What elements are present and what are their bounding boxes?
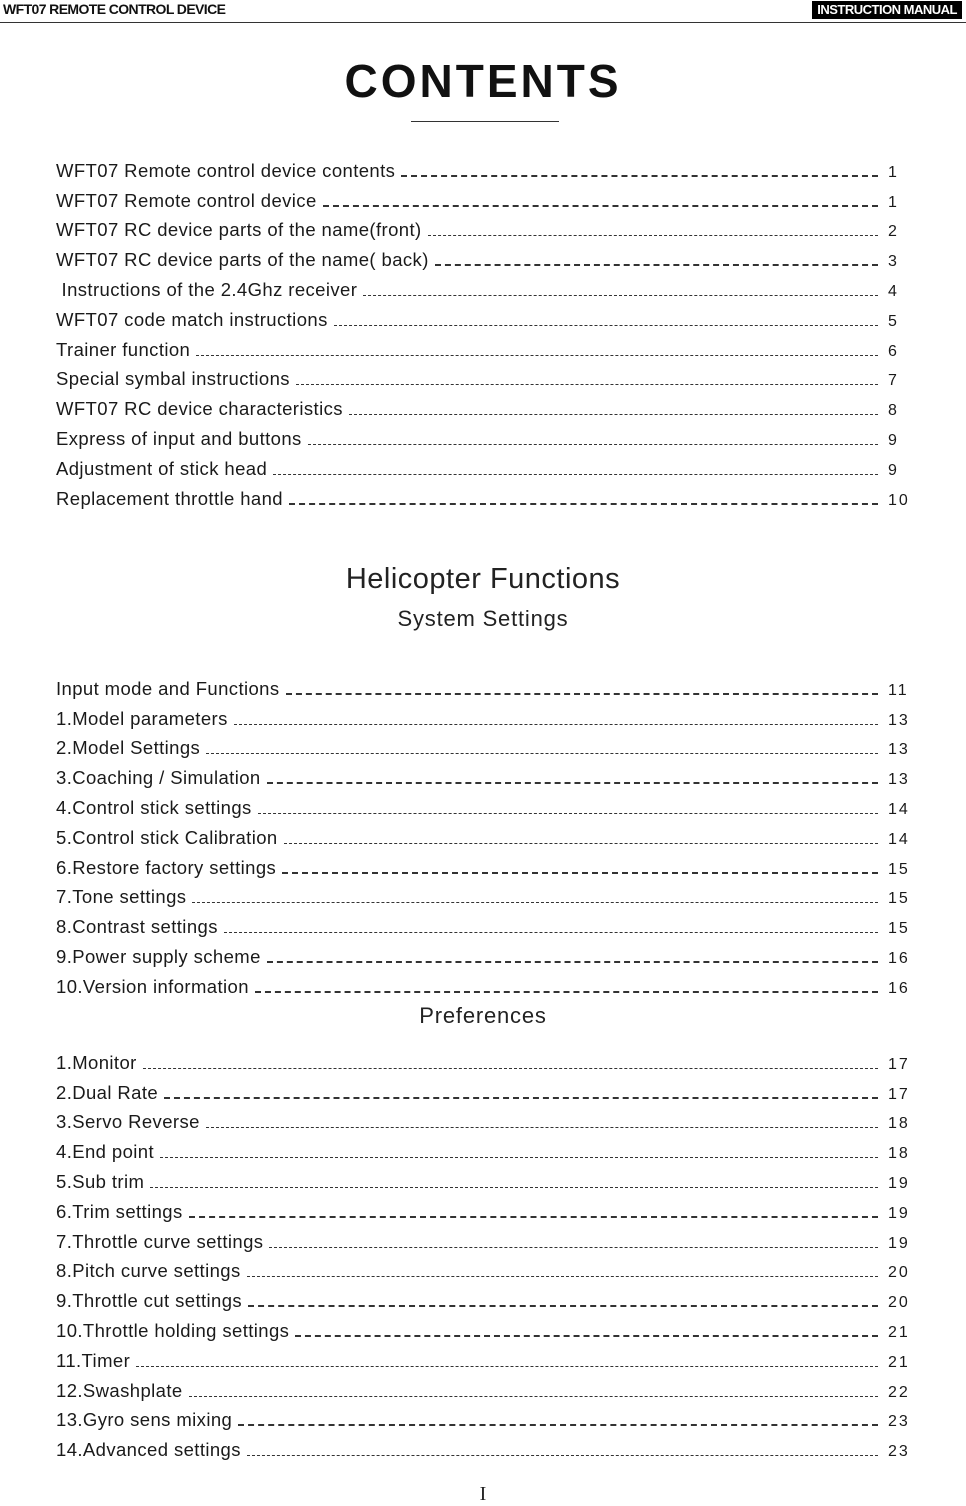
toc-entry-label: 1.Monitor <box>56 1051 137 1073</box>
toc-entry-page: 9 <box>888 431 899 449</box>
toc-entry-label: Replacement throttle hand <box>56 487 283 509</box>
toc-entry <box>56 849 916 879</box>
toc-entry <box>56 1402 916 1432</box>
header-device-name: WFT07 REMOTE CONTROL DEVICE <box>3 1 226 17</box>
title-underline <box>411 121 559 122</box>
toc-dot-leader <box>247 1455 878 1456</box>
toc-entry <box>56 152 916 182</box>
toc-entry <box>56 331 916 361</box>
toc-entry <box>56 271 916 301</box>
toc-entry-page: 7 <box>888 372 899 390</box>
toc-entry-page: 15 <box>888 890 910 908</box>
toc-entry-page: 6 <box>888 342 899 360</box>
toc-entry <box>56 1312 916 1342</box>
page-title: CONTENTS <box>344 55 622 107</box>
toc-entry-page: 20 <box>888 1294 910 1312</box>
toc-dot-leader <box>289 503 878 505</box>
toc-entry-page: 9 <box>888 461 899 479</box>
toc-dot-leader <box>286 693 878 695</box>
toc-dot-leader <box>192 902 878 903</box>
toc-entry-label: Trainer function <box>56 338 191 360</box>
toc-entry-label: 7.Tone settings <box>56 886 187 908</box>
toc-dot-leader <box>189 1396 878 1397</box>
toc-entry-label: Instructions of the 2.4Ghz receiver <box>56 278 358 300</box>
toc-entry-label: Input mode and Functions <box>56 677 280 699</box>
toc-entry <box>56 1223 916 1253</box>
toc-entry-page: 13 <box>888 771 910 789</box>
toc-entry <box>56 1074 916 1104</box>
helicopter-functions-heading: Helicopter Functions <box>345 563 621 595</box>
toc-entry-label: 9.Throttle cut settings <box>56 1290 243 1312</box>
toc-dot-leader <box>349 414 878 415</box>
toc-dot-leader <box>238 1424 878 1426</box>
system-settings-heading: System Settings <box>397 606 569 631</box>
toc-entry-label: 5.Control stick Calibration <box>56 826 278 848</box>
toc-entry <box>56 938 916 968</box>
toc-dot-leader <box>284 843 878 844</box>
toc-entry <box>56 241 916 271</box>
toc-entry-page: 10 <box>888 491 910 509</box>
toc-dot-leader <box>267 961 878 963</box>
toc-entry-page: 20 <box>888 1264 910 1282</box>
toc-entry <box>56 1253 916 1283</box>
toc-entry-label: 14.Advanced settings <box>56 1439 241 1461</box>
toc-entry-page: 2 <box>888 223 899 241</box>
toc-entry-label: 13.Gyro sens mixing <box>56 1409 233 1431</box>
toc-dot-leader <box>136 1366 878 1367</box>
toc-entry-page: 19 <box>888 1174 910 1192</box>
toc-entry-label: WFT07 RC device parts of the name( back) <box>56 249 429 271</box>
toc-entry-label: 2.Dual Rate <box>56 1081 159 1103</box>
toc-dot-leader <box>189 1216 878 1218</box>
toc-entry <box>56 730 916 760</box>
toc-entry-label: 7.Throttle curve settings <box>56 1230 264 1252</box>
toc-entry <box>56 1372 916 1402</box>
toc-entry-label: 12.Swashplate <box>56 1379 183 1401</box>
toc-entry <box>56 390 916 420</box>
toc-entry-label: WFT07 RC device parts of the name(front) <box>56 219 422 241</box>
toc-dot-leader <box>206 753 878 754</box>
toc-entry-page: 11 <box>888 681 909 699</box>
toc-entry <box>56 819 916 849</box>
toc-entry-page: 22 <box>888 1383 910 1401</box>
toc-entry <box>56 480 916 510</box>
toc-entry-page: 23 <box>888 1443 910 1461</box>
toc-entry-page: 17 <box>888 1055 910 1073</box>
toc-main-list <box>56 152 916 510</box>
toc-entry-label: 10.Version information <box>56 975 249 997</box>
toc-entry-page: 18 <box>888 1145 910 1163</box>
toc-entry <box>56 1193 916 1223</box>
toc-entry-label: 4.End point <box>56 1141 155 1163</box>
toc-entry <box>56 908 916 938</box>
toc-entry <box>56 1044 916 1074</box>
toc-dot-leader <box>296 384 878 385</box>
toc-system-list <box>56 670 916 998</box>
toc-entry-page: 17 <box>888 1085 910 1103</box>
toc-entry-label: 11.Timer <box>56 1349 131 1371</box>
toc-entry-page: 21 <box>888 1323 910 1341</box>
toc-entry <box>56 1431 916 1461</box>
toc-entry-page: 19 <box>888 1204 910 1222</box>
toc-dot-leader <box>160 1157 878 1158</box>
toc-entry <box>56 1282 916 1312</box>
toc-entry-page: 21 <box>888 1353 910 1371</box>
page-number: I <box>479 1483 487 1505</box>
toc-dot-leader <box>363 295 878 296</box>
toc-entry-label: 10.Throttle holding settings <box>56 1319 290 1341</box>
toc-dot-leader <box>206 1127 878 1128</box>
toc-entry-page: 1 <box>888 163 899 181</box>
toc-entry <box>56 182 916 212</box>
toc-dot-leader <box>255 991 878 993</box>
toc-entry-label: 3.Coaching / Simulation <box>56 767 261 789</box>
toc-dot-leader <box>248 1305 878 1307</box>
toc-entry <box>56 301 916 331</box>
toc-entry-page: 15 <box>888 920 910 938</box>
toc-entry <box>56 1163 916 1193</box>
toc-entry-page: 5 <box>888 312 899 330</box>
toc-dot-leader <box>295 1335 878 1337</box>
toc-entry <box>56 759 916 789</box>
toc-entry <box>56 1133 916 1163</box>
toc-entry-page: 16 <box>888 979 910 997</box>
toc-entry-label: Adjustment of stick head <box>56 457 268 479</box>
toc-entry-label: WFT07 Remote control device contents <box>56 159 396 181</box>
toc-dot-leader <box>234 724 878 725</box>
toc-dot-leader <box>267 782 878 784</box>
toc-entry-page: 14 <box>888 800 910 818</box>
toc-entry-page: 19 <box>888 1234 910 1252</box>
toc-entry-page: 14 <box>888 830 910 848</box>
toc-entry <box>56 212 916 242</box>
toc-entry-page: 23 <box>888 1413 910 1431</box>
toc-entry-label: 8.Pitch curve settings <box>56 1260 241 1282</box>
toc-entry-label: 2.Model Settings <box>56 737 201 759</box>
toc-entry-label: Special symbal instructions <box>56 368 290 390</box>
toc-preferences-list <box>56 1044 916 1461</box>
toc-entry-page: 1 <box>888 193 899 211</box>
toc-entry-page: 18 <box>888 1115 910 1133</box>
toc-dot-leader <box>224 932 878 933</box>
toc-entry-label: 4.Control stick settings <box>56 796 252 818</box>
toc-entry-label: 9.Power supply scheme <box>56 945 261 967</box>
toc-dot-leader <box>273 474 878 475</box>
toc-dot-leader <box>164 1097 878 1099</box>
toc-entry-label: 8.Contrast settings <box>56 916 218 938</box>
toc-entry <box>56 670 916 700</box>
toc-entry-page: 13 <box>888 741 910 759</box>
toc-entry <box>56 789 916 819</box>
toc-dot-leader <box>323 205 878 207</box>
header-manual-badge: INSTRUCTION MANUAL <box>812 1 962 19</box>
toc-dot-leader <box>150 1187 878 1188</box>
toc-entry-label: WFT07 RC device characteristics <box>56 398 343 420</box>
toc-dot-leader <box>258 813 878 814</box>
toc-entry-label: 1.Model parameters <box>56 707 228 729</box>
toc-entry-page: 16 <box>888 949 910 967</box>
toc-dot-leader <box>428 235 878 236</box>
toc-entry <box>56 1342 916 1372</box>
toc-entry-page: 15 <box>888 860 910 878</box>
toc-entry-label: 6.Restore factory settings <box>56 856 277 878</box>
toc-entry-label: WFT07 code match instructions <box>56 308 328 330</box>
toc-entry-label: 6.Trim settings <box>56 1200 183 1222</box>
page-header <box>0 0 966 23</box>
toc-entry-label: 5.Sub trim <box>56 1170 145 1192</box>
toc-dot-leader <box>334 325 878 326</box>
toc-entry <box>56 700 916 730</box>
toc-dot-leader <box>143 1068 878 1069</box>
preferences-heading: Preferences <box>419 1003 547 1028</box>
toc-entry-label: WFT07 Remote control device <box>56 189 317 211</box>
toc-dot-leader <box>282 872 878 874</box>
toc-entry-page: 4 <box>888 282 899 300</box>
toc-entry <box>56 450 916 480</box>
toc-entry <box>56 420 916 450</box>
toc-entry-label: 3.Servo Reverse <box>56 1111 200 1133</box>
toc-entry-label: Express of input and buttons <box>56 427 302 449</box>
toc-dot-leader <box>247 1276 878 1277</box>
toc-entry <box>56 1104 916 1134</box>
toc-dot-leader <box>269 1247 878 1248</box>
toc-entry <box>56 968 916 998</box>
toc-dot-leader <box>308 444 878 445</box>
toc-entry <box>56 361 916 391</box>
toc-entry <box>56 879 916 909</box>
toc-entry-page: 13 <box>888 711 910 729</box>
toc-entry-page: 3 <box>888 253 899 271</box>
toc-dot-leader <box>401 175 878 177</box>
toc-dot-leader <box>435 264 878 266</box>
toc-entry-page: 8 <box>888 402 899 420</box>
toc-dot-leader <box>196 355 878 356</box>
